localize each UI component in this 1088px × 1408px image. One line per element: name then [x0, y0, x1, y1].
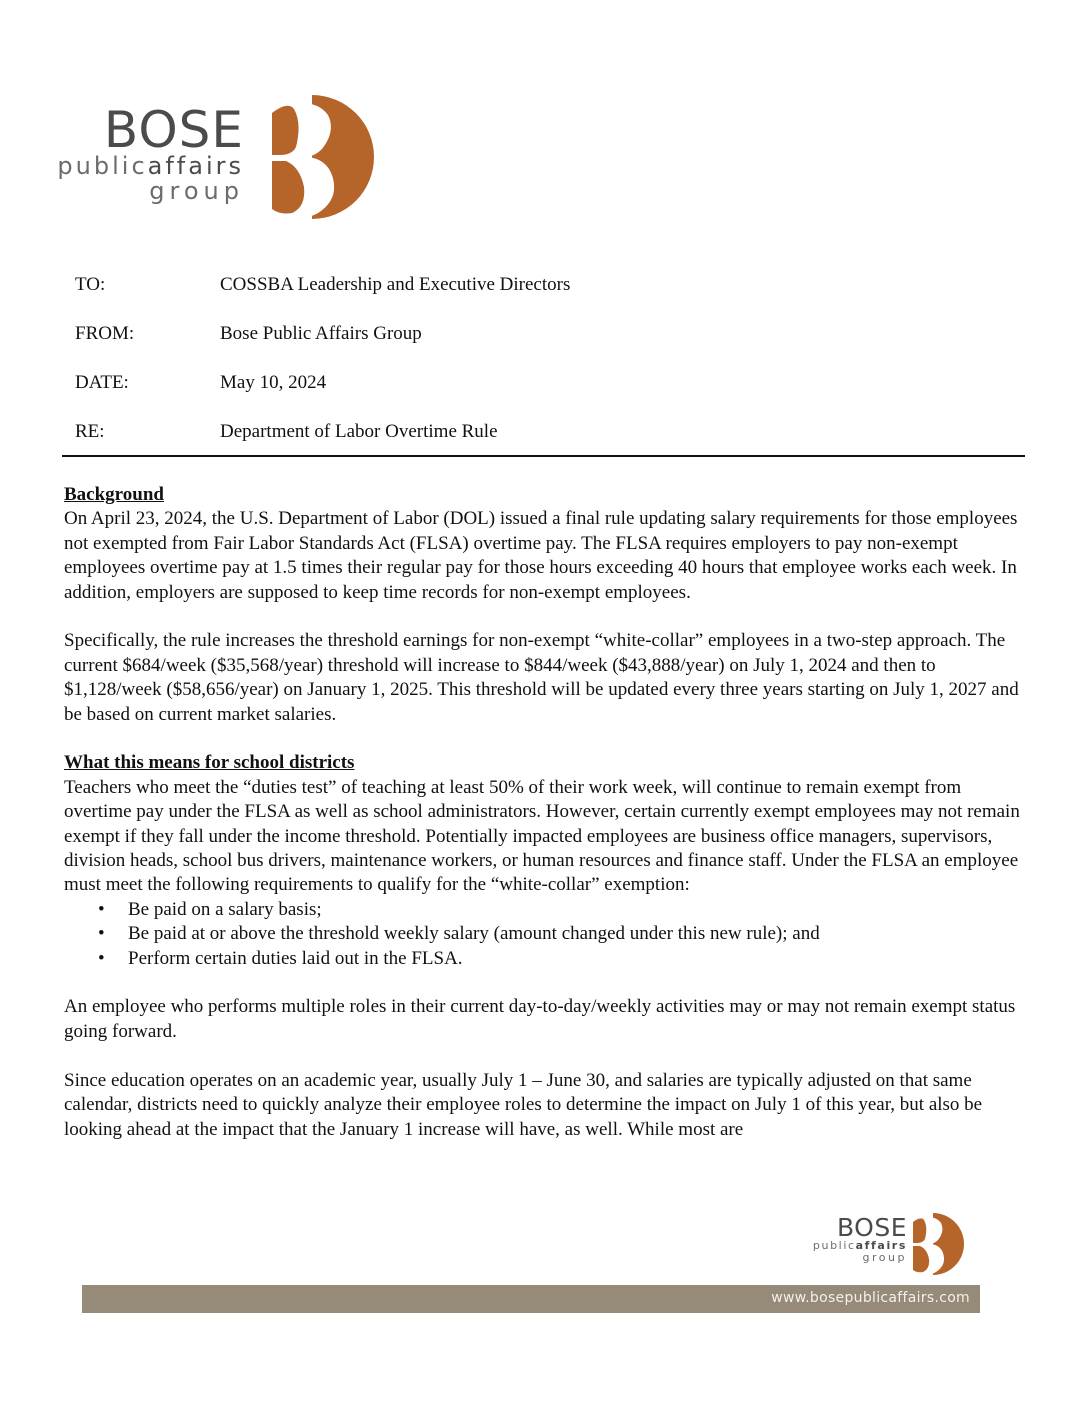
list-item	[64, 947, 1024, 971]
bullet-icon: •	[98, 947, 105, 969]
logo-brand-name: BOSE	[103, 101, 244, 159]
list-item-text: Perform certain duties laid out in the FLSA.	[128, 947, 463, 969]
logo-tagline-line1	[57, 153, 244, 179]
logo-tagline-line2: group	[149, 177, 244, 205]
logo-affairs-text: affairs	[147, 152, 244, 180]
re-value: Department of Labor Overtime Rule	[220, 421, 498, 442]
re-label: RE:	[75, 421, 105, 442]
background-paragraph-1: On April 23, 2024, the U.S. Department of Labor (DOL) issued a final rule updating salary requirements for those employees not exempted from Fair Labor Standards Act (FLSA) overtime pay. The FLSA requires employers to pay non-exempt employees overtime pay at 1.5 times their regular pay for those hours exceeding 40 hours that employee works each week. In addition, employers are supposed to keep time records for non-exempt employees.	[64, 508, 1018, 603]
to-value: COSSBA Leadership and Executive Directors	[220, 274, 571, 295]
background-paragraph-2: Specifically, the rule increases the threshold earnings for non-exempt “white-collar” employees in a two-step approach. The current $684/week ($35,568/year) threshold will increase to $844/week ($43,888/year) on July 1, 2024 and then to $1,128/week ($58,656/year) on January 1, 2025. This threshold will be updated every three years starting on July 1, 2027 and be based on current market salaries.	[64, 630, 1019, 725]
logo-public-text: public	[57, 152, 148, 180]
districts-paragraph-3: Since education operates on an academic year, usually July 1 – June 30, and salaries are typically adjusted on that same calendar, districts need to quickly analyze their employee roles to determine the impact on July 1 of this year, but also be looking ahead at the impact that the January 1 increase will have, as well. While most are	[64, 1069, 983, 1140]
to-label: TO:	[75, 274, 106, 295]
date-label: DATE:	[75, 372, 129, 393]
districts-paragraph-2: An employee who performs multiple roles in their current day-to-day/weekly activities may or may not remain exempt status going forward.	[64, 996, 1016, 1042]
list-item	[64, 922, 1024, 946]
memo-body	[64, 483, 1024, 1166]
date-value: May 10, 2024	[220, 372, 327, 393]
exemption-requirements-list	[64, 898, 1024, 971]
b-monogram-circle-icon	[908, 1213, 964, 1275]
from-label: FROM:	[75, 323, 135, 344]
bose-footer-logo	[770, 1213, 975, 1278]
footer-website-link[interactable]: www.bosepublicaffairs.com	[771, 1290, 970, 1306]
footer-logo-affairs-text: affairs	[855, 1239, 907, 1252]
list-item-text: Be paid on a salary basis;	[128, 898, 322, 920]
footer-logo-tagline-line2: group	[862, 1251, 907, 1264]
section-heading-districts: What this means for school districts	[64, 752, 355, 774]
bullet-icon: •	[98, 923, 105, 945]
bullet-icon: •	[98, 898, 105, 920]
footer-logo-public-text: public	[812, 1239, 856, 1252]
footer-logo-brand-name: BOSE	[836, 1213, 907, 1242]
header-divider	[62, 455, 1025, 457]
list-item-text: Be paid at or above the threshold weekly salary (amount changed under this new rule); and	[128, 923, 820, 945]
b-monogram-circle-icon	[262, 95, 374, 219]
districts-paragraph-1: Teachers who meet the “duties test” of teaching at least 50% of their work week, will continue to remain exempt from overtime pay under the FLSA as well as school administrators. However, certain currently exempt employees may not remain exempt if they fall under the income threshold. Potentially impacted employees are business office managers, supervisors, division heads, school bus drivers, maintenance workers, or human resources and finance staff. Under the FLSA an employee must meet the following requirements to qualify for the “white-collar” exemption:	[64, 776, 1020, 896]
section-heading-background: Background	[64, 484, 164, 505]
bose-header-logo	[52, 95, 372, 220]
footer-logo-wordmark	[812, 1213, 907, 1264]
logo-wordmark	[57, 101, 244, 205]
footer-bar	[82, 1285, 980, 1313]
list-item	[64, 898, 1024, 922]
from-value: Bose Public Affairs Group	[220, 323, 422, 344]
